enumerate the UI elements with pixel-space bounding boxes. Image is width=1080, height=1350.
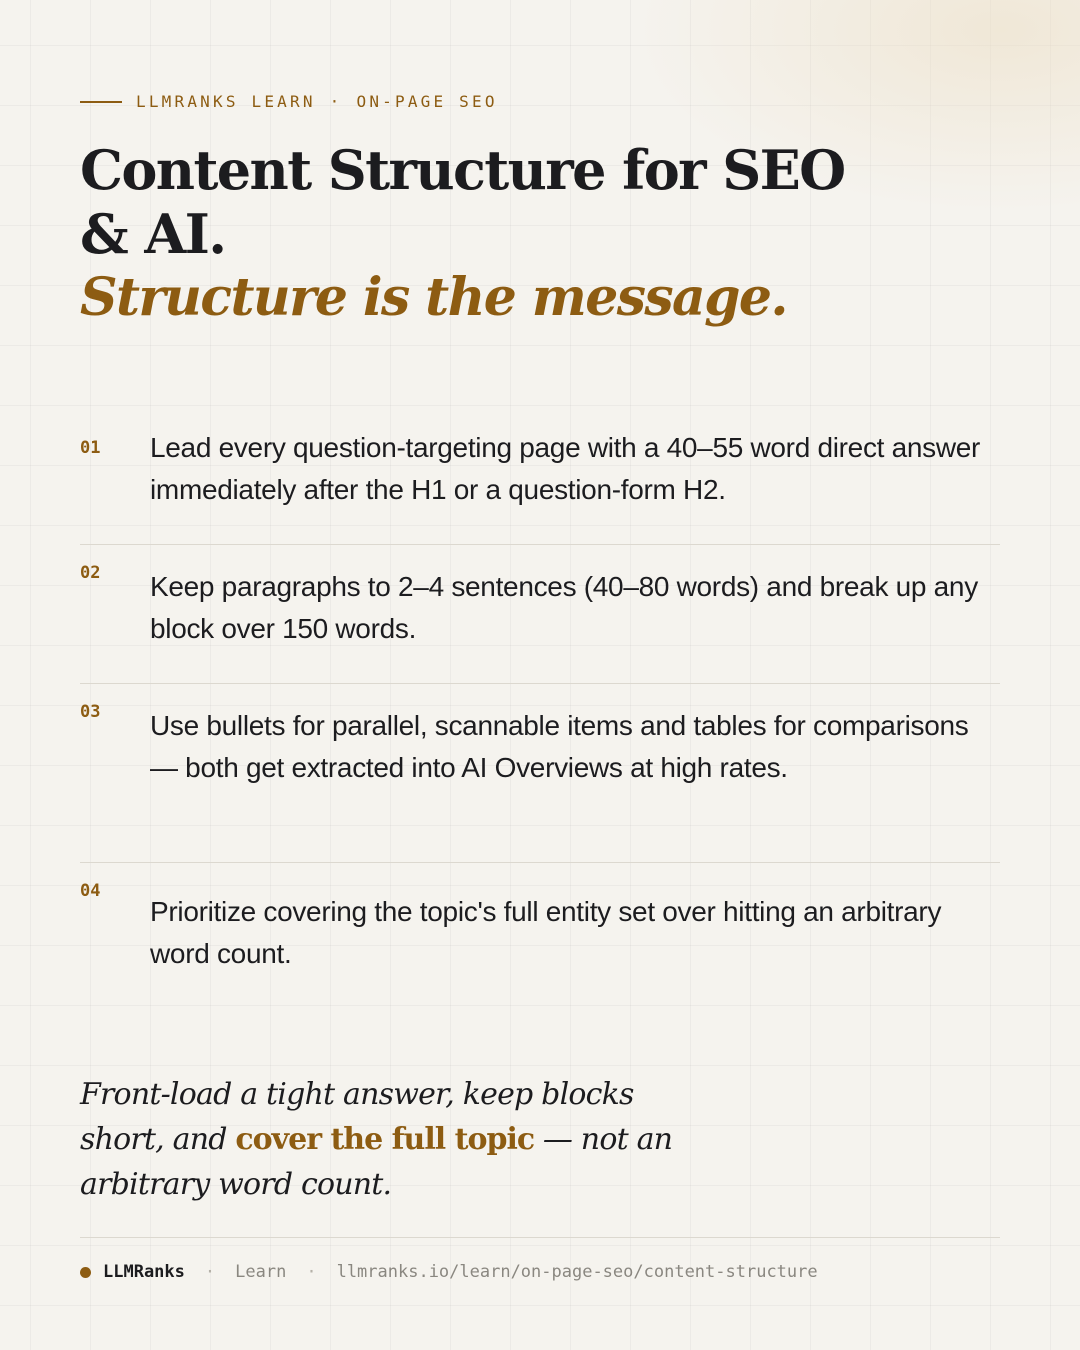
footer-separator: · xyxy=(306,1262,317,1282)
item-number: 01 xyxy=(80,438,101,458)
item-text: Keep paragraphs to 2–4 sentences (40–80 words) and break up any block over 150 words. xyxy=(150,571,978,644)
quote-highlight: cover the full topic xyxy=(235,1122,535,1157)
eyebrow xyxy=(80,92,498,111)
summary-quote xyxy=(80,1072,720,1207)
brand-dot-icon xyxy=(80,1267,91,1278)
page-title: Content Structure for SEO & AI. xyxy=(80,138,845,266)
footer xyxy=(80,1262,818,1282)
item-number: 03 xyxy=(80,702,101,722)
item-text: Use bullets for parallel, scannable items and tables for comparisons — both get extracted into AI Overviews at high rates. xyxy=(150,710,969,783)
page-subtitle: Structure is the message. xyxy=(80,267,787,328)
footer-divider xyxy=(80,1237,1000,1238)
footer-brand[interactable]: LLMRanks xyxy=(103,1262,185,1282)
list-item xyxy=(80,684,1000,863)
eyebrow-section: ON-PAGE SEO xyxy=(356,92,498,111)
item-text: Prioritize covering the topic's full entity set over hitting an arbitrary word count. xyxy=(150,896,942,969)
item-number: 04 xyxy=(80,881,101,901)
list-item xyxy=(80,420,1000,545)
footer-url[interactable]: llmranks.io/learn/on-page-seo/content-structure xyxy=(336,1262,818,1282)
list-item xyxy=(80,545,1000,684)
item-text: Lead every question-targeting page with a 40–55 word direct answer immediately after the H1 or a question-form H2. xyxy=(150,432,981,505)
eyebrow-brand: LLMRANKS LEARN xyxy=(136,92,316,111)
tips-list xyxy=(80,420,1000,981)
item-number: 02 xyxy=(80,563,101,583)
quote-after: — not an arbitrary word count. xyxy=(80,1122,673,1202)
quote-before: Front-load a tight answer, keep blocks short, and xyxy=(80,1077,634,1157)
eyebrow-rule xyxy=(80,101,122,103)
footer-separator: · xyxy=(204,1262,216,1282)
footer-section[interactable]: Learn xyxy=(235,1262,287,1282)
list-item xyxy=(80,863,1000,981)
eyebrow-separator: · xyxy=(329,92,343,111)
